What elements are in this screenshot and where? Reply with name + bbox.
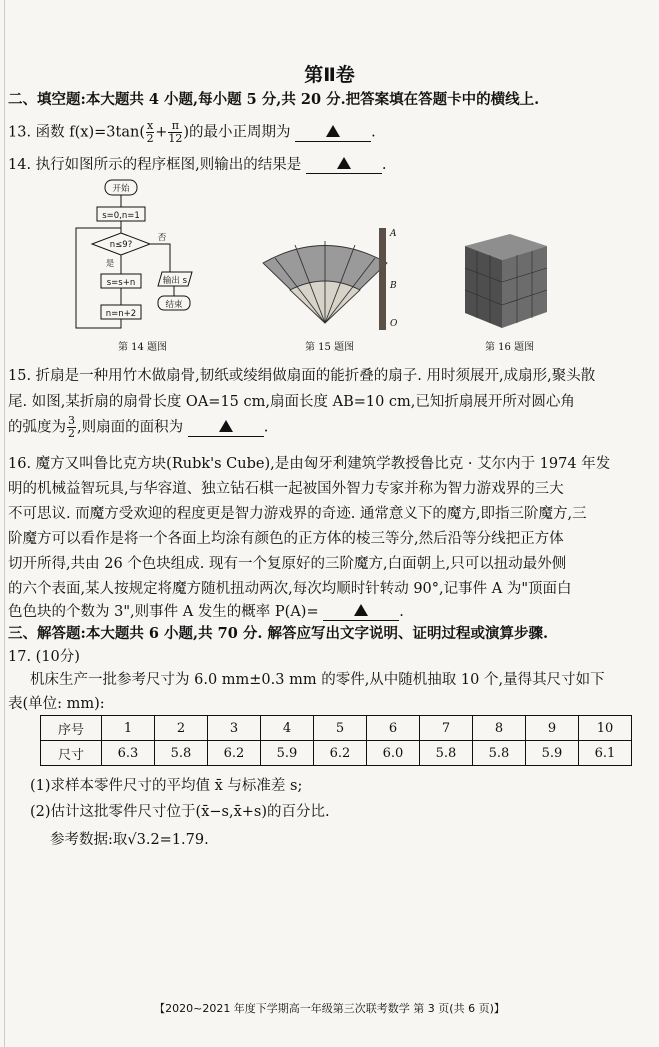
fraction-x-2: $\frac{x}{2}$ — [146, 119, 154, 145]
triangle-icon — [326, 125, 340, 137]
fan-label-b: B — [390, 281, 397, 291]
triangle-icon — [337, 157, 351, 169]
question-16-line6: 的六个表面,某人按规定将魔方随机扭动两次,每次均顺时针转动 90°,记事件 A 为"顶面白 — [8, 581, 572, 597]
flow-output-label: 输出 s — [162, 276, 188, 286]
table-cell-index: 10 — [579, 716, 632, 741]
table-cell-index: 8 — [473, 716, 526, 741]
flow-op2-label: n=n+2 — [105, 309, 137, 319]
caption-fig16: 第 16 题图 — [485, 342, 535, 353]
question-16-line1: 16. 魔方又叫鲁比克方块(Rubk's Cube),是由匈牙利建筑学教授鲁比克 · 艾尔内于 1974 年发 — [8, 456, 611, 472]
flow-end-label: 结束 — [165, 300, 183, 310]
table-cell-size: 6.0 — [367, 741, 420, 766]
table-cell-size: 6.2 — [314, 741, 367, 766]
fan-rod-figure — [375, 226, 405, 334]
question-15-line2: 尾. 如图,某折扇的扇骨长度 OA=15 cm,扇面长度 AB=10 cm,已知折扇展开所对圆心角 — [8, 394, 575, 410]
answer-blank-15[interactable] — [188, 420, 264, 437]
table-row-index — [41, 716, 632, 741]
flow-no-label: 否 — [157, 233, 167, 243]
question-16-line7: 色色块的个数为 3",则事件 A 发生的概率 P(A)= . — [8, 604, 404, 620]
table-cell-index: 4 — [261, 716, 314, 741]
cube-left-face — [465, 246, 502, 328]
flow-cond-label: n≤9? — [109, 240, 133, 250]
question-15-line1: 15. 折扇是一种用竹木做扇骨,韧纸或绫绢做扇面的能折叠的扇子. 用时须展开,成扇形,聚头散 — [8, 368, 596, 384]
size-table — [40, 715, 632, 766]
table-cell-index: 5 — [314, 716, 367, 741]
table-cell-index: 7 — [420, 716, 473, 741]
question-16-line4: 阶魔方可以看作是将一个各面上均涂有颜色的正方体的棱三等分,然后沿等分线把正方体 — [8, 531, 564, 547]
table-cell-size: 5.9 — [526, 741, 579, 766]
cube-right-face — [502, 246, 547, 328]
table-cell-size: 5.8 — [155, 741, 208, 766]
flow-init-label: s=0,n=1 — [102, 211, 140, 221]
flow-start-label: 开始 — [112, 184, 130, 194]
question-16-line5: 切开所得,共由 26 个色块组成. 现有一个复原好的三阶魔方,白面朝上,只可以扭动最外侧 — [8, 556, 567, 572]
flow-yes-label: 是 — [105, 259, 115, 269]
part3-header: 三、解答题:本大题共 6 小题,共 70 分. 解答应写出文字说明、证明过程或演算步骤. — [8, 625, 549, 642]
question-17-number: 17. (10分) — [8, 649, 80, 665]
question-16-line3: 不可思议. 而魔方受欢迎的程度更是智力游戏界的奇迹. 通常意义下的魔方,即指三阶魔方,三 — [8, 506, 587, 522]
table-row-index-label: 序号 — [41, 716, 102, 741]
question-17-sub1: (1)求样本零件尺寸的平均值 x̄ 与标准差 s; — [30, 778, 303, 794]
section-title: 第Ⅱ卷 — [304, 64, 355, 86]
table-cell-index: 9 — [526, 716, 579, 741]
table-row-size-label: 尺寸 — [41, 741, 102, 766]
question-17-line2: 表(单位: mm): — [8, 696, 105, 712]
triangle-icon — [219, 420, 233, 432]
question-14: 14. 执行如图所示的程序框图,则输出的结果是 . — [8, 157, 387, 173]
part2-header: 二、填空题:本大题共 4 小题,每小题 5 分,共 20 分.把答案填在答题卡中的横线上. — [8, 91, 540, 108]
table-cell-size: 6.2 — [208, 741, 261, 766]
question-15-line3: 的弧度为 $\frac{3}{2}$ ,则扇面的面积为 . — [8, 414, 269, 440]
triangle-icon — [354, 604, 368, 616]
answer-blank-16[interactable] — [323, 604, 399, 621]
table-cell-size: 6.3 — [102, 741, 155, 766]
fan-label-a: A — [390, 229, 397, 239]
rubiks-cube-figure — [455, 228, 555, 333]
question-16-line2: 明的机械益智玩具,与华容道、独立钻石棋一起被国外智力专家并称为智力游戏界的三大 — [8, 481, 564, 497]
question-17-reference: 参考数据:取√3.2=1.79. — [50, 832, 209, 848]
question-17-sub2: (2)估计这批零件尺寸位于(x̄−s,x̄+s)的百分比. — [30, 804, 330, 820]
fraction-pi-12: $\frac{\pi}{12}$ — [168, 119, 183, 145]
question-13: 13. 函数 f(x)=3tan( $\frac{x}{2}$ + $\frac{\pi}{12}$ )的最小正周期为 . — [8, 119, 376, 145]
table-cell-size: 5.9 — [261, 741, 314, 766]
table-cell-index: 6 — [367, 716, 420, 741]
caption-fig15: 第 15 题图 — [305, 342, 355, 353]
answer-blank-14[interactable] — [306, 157, 382, 174]
table-row-size — [41, 741, 632, 766]
table-cell-size: 5.8 — [473, 741, 526, 766]
fan-label-o: O — [390, 319, 398, 329]
fraction-3-2: $\frac{3}{2}$ — [68, 414, 75, 440]
scan-edge — [4, 0, 5, 1047]
table-cell-size: 5.8 — [420, 741, 473, 766]
table-cell-size: 6.1 — [579, 741, 632, 766]
table-cell-index: 2 — [155, 716, 208, 741]
answer-blank-13[interactable] — [295, 125, 371, 142]
flow-op1-label: s=s+n — [106, 278, 136, 288]
question-17-line1: 机床生产一批参考尺寸为 6.0 mm±0.3 mm 的零件,从中随机抽取 10 个,量得其尺寸如下 — [30, 672, 605, 688]
table-cell-index: 3 — [208, 716, 261, 741]
flowchart-figure — [70, 178, 220, 333]
page-footer: 【2020~2021 年度下学期高一年级第三次联考数学 第 3 页(共 6 页)】 — [154, 1002, 505, 1015]
caption-fig14: 第 14 题图 — [118, 342, 168, 353]
table-cell-index: 1 — [102, 716, 155, 741]
fan-rod — [379, 228, 386, 330]
